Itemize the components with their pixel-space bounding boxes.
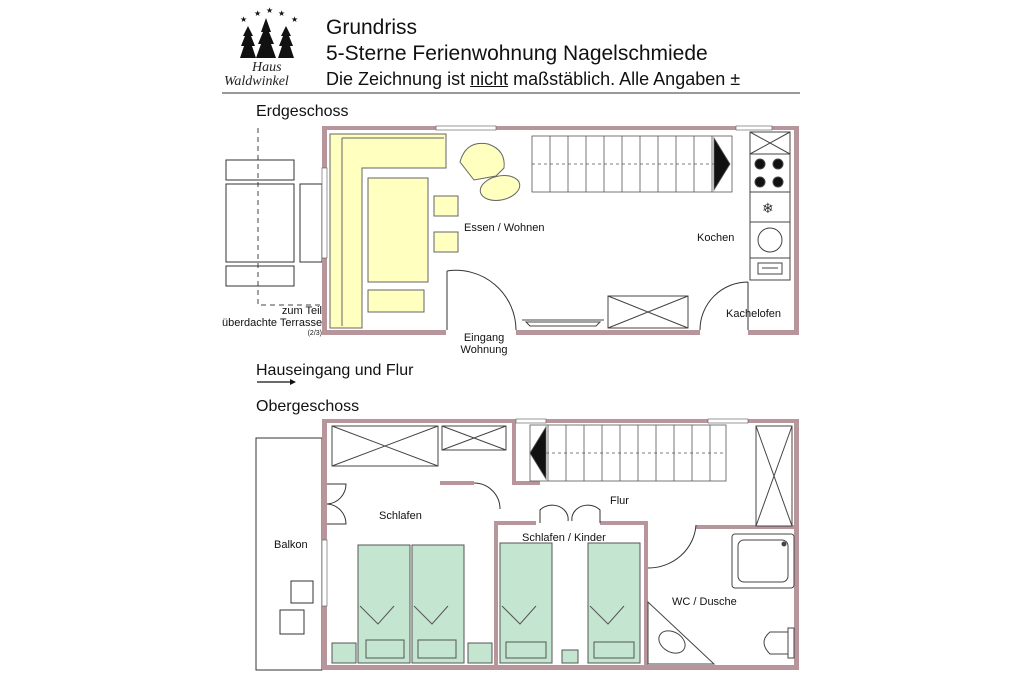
room-label-stove: Kachelofen	[726, 308, 782, 320]
room-label-bath: WC / Dusche	[672, 596, 737, 608]
kitchen-counter	[750, 132, 790, 280]
stove-door	[700, 282, 748, 330]
note-part-2: maßstäblich. Alle Angaben ±	[508, 69, 741, 89]
upper-stairs	[530, 425, 726, 481]
terrace-outline	[258, 128, 322, 305]
svg-text:★: ★	[291, 15, 299, 24]
bedroom-beds	[332, 545, 492, 663]
room-label-entrance-1: Eingang	[463, 332, 505, 344]
svg-text:❄: ❄	[762, 200, 774, 216]
svg-text:★: ★	[278, 9, 286, 18]
logo-trees-icon	[240, 6, 298, 58]
page-subtitle: 5-Sterne Ferienwohnung Nagelschmiede	[326, 42, 708, 65]
logo-text-line2: Waldwinkel	[224, 74, 289, 89]
room-label-entrance-2: Wohnung	[460, 344, 508, 356]
terrace-ratio: (2/3)	[307, 330, 322, 337]
room-label-kitchen: Kochen	[697, 232, 735, 244]
svg-text:★: ★	[240, 15, 248, 24]
entrance-door	[447, 270, 516, 330]
logo-text-line1: Haus	[252, 60, 282, 75]
room-label-hall: Flur	[610, 495, 629, 507]
note-part-1: Die Zeichnung ist	[326, 69, 471, 89]
balcony-outline	[256, 438, 322, 670]
ground-floor-heading: Erdgeschoss	[256, 103, 349, 120]
note-emphasis: nicht	[470, 69, 509, 89]
ground-stairs	[532, 136, 732, 192]
room-label-balcony: Balkon	[274, 539, 308, 551]
scale-note	[326, 68, 740, 90]
entrance-heading: Hauseingang und Flur	[256, 362, 414, 379]
room-label-living: Essen / Wohnen	[464, 222, 545, 234]
terrace-label-1: zum Teil	[281, 305, 322, 317]
ground-shelf	[522, 296, 688, 328]
page-title: Grundriss	[326, 16, 418, 39]
room-label-kids: Schlafen / Kinder	[522, 532, 606, 544]
svg-text:★: ★	[266, 6, 274, 15]
terrace-furniture	[226, 160, 322, 286]
balcony-furniture	[280, 581, 313, 634]
upper-floor-heading: Obergeschoss	[256, 398, 360, 415]
terrace-label-2: überdachte Terrasse	[222, 317, 323, 329]
kids-beds	[500, 543, 640, 663]
room-label-bedroom: Schlafen	[379, 510, 422, 522]
svg-text:★: ★	[254, 9, 262, 18]
